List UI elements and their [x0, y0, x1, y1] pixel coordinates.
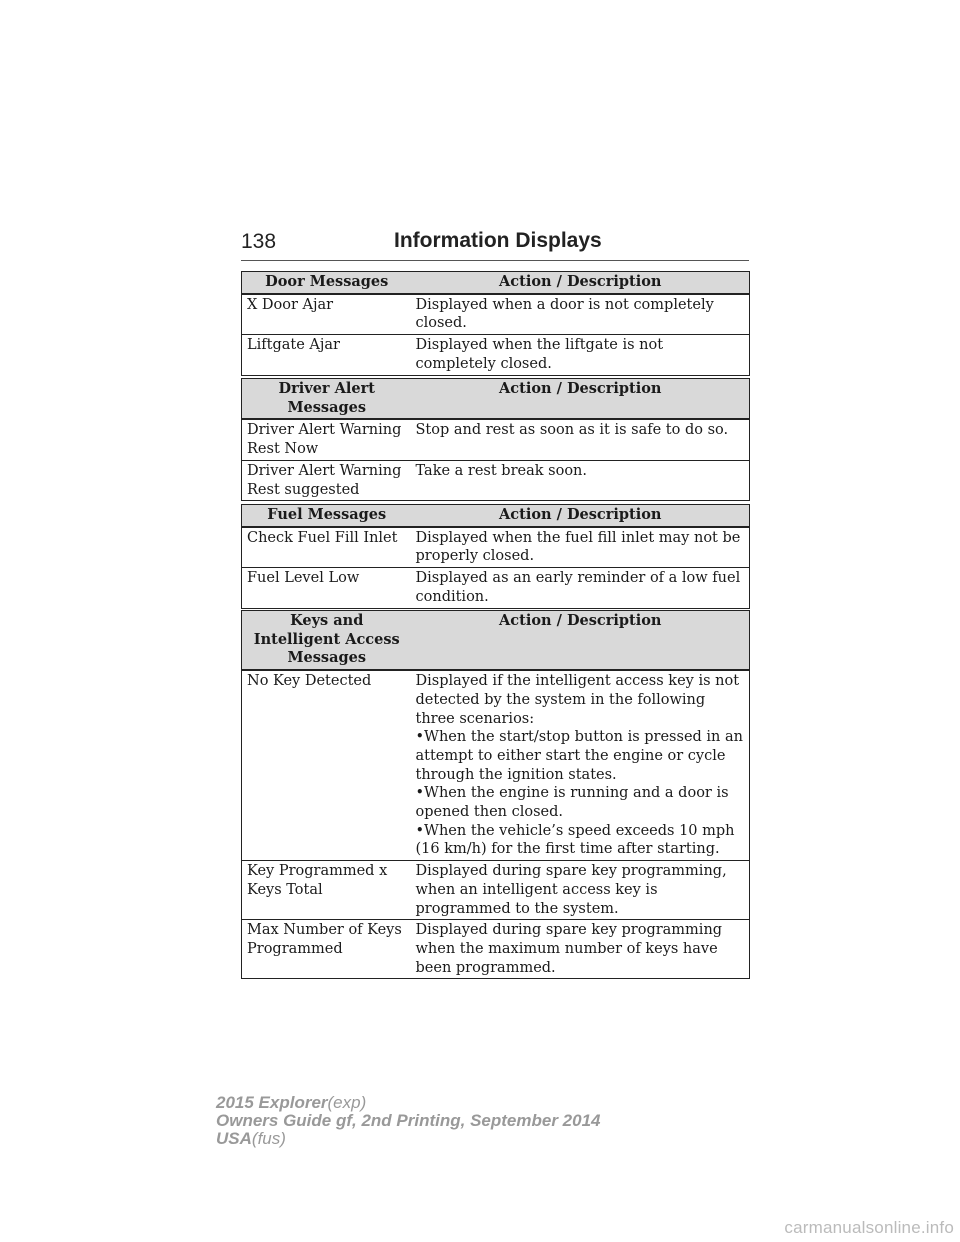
footer-market-line: [216, 1130, 600, 1148]
message-name: Driver Alert Warning Rest Now: [242, 419, 412, 460]
table-row: [242, 920, 750, 979]
table-header-row: [242, 379, 750, 420]
message-name: Key Programmed x Keys Total: [242, 861, 412, 920]
message-name: Max Number of Keys Programmed: [242, 920, 412, 979]
footer-market: USA: [216, 1129, 252, 1148]
description-line: •When the start/stop button is pressed in an attempt to either start the engine or cycle through the ignition states.: [415, 729, 743, 783]
message-description: [412, 460, 750, 500]
table-header-row: [242, 611, 750, 671]
message-description: [412, 568, 750, 608]
message-name: Check Fuel Fill Inlet: [242, 527, 412, 568]
description-line: Displayed during spare key programming when the maximum number of keys have been programmed.: [415, 922, 723, 976]
message-table: [241, 504, 750, 609]
message-description: [412, 920, 750, 979]
column-header-message: Door Messages: [242, 272, 412, 294]
message-description: [412, 670, 750, 861]
message-name: Driver Alert Warning Rest suggested: [242, 460, 412, 500]
section-title: Information Displays: [394, 229, 602, 252]
column-header-description: Action / Description: [412, 272, 750, 294]
column-header-message: Driver Alert Messages: [242, 379, 412, 420]
description-line: Displayed during spare key programming, when an intelligent access key is programmed to the system.: [415, 863, 727, 917]
description-line: Displayed when the fuel fill inlet may not be properly closed.: [415, 529, 741, 565]
message-table: [241, 271, 750, 376]
description-line: Displayed when the liftgate is not completely closed.: [415, 337, 664, 372]
page-header: [241, 228, 749, 261]
page-number: 138: [241, 230, 277, 253]
description-line: Displayed if the intelligent access key is not detected by the system in the following three scenarios:: [415, 673, 740, 727]
table-header-row: [242, 505, 750, 527]
message-name: Fuel Level Low: [242, 568, 412, 608]
description-line: Displayed when a door is not completely closed.: [415, 296, 714, 332]
document-footer: [216, 1094, 600, 1148]
column-header-message: Fuel Messages: [242, 505, 412, 527]
description-line: •When the engine is running and a door is opened then closed.: [415, 785, 729, 821]
table-row: [242, 861, 750, 920]
table-row: [242, 460, 750, 500]
table-row: [242, 527, 750, 568]
footer-guide-line: Owners Guide gf, 2nd Printing, September 2014: [216, 1111, 601, 1130]
footer-market-code: (fus): [251, 1129, 286, 1148]
table-row: [242, 294, 750, 335]
column-header-message: Keys and Intelligent Access Messages: [242, 611, 412, 671]
message-description: [412, 527, 750, 568]
message-description: [412, 335, 750, 375]
description-line: Take a rest break soon.: [415, 462, 587, 479]
message-name: No Key Detected: [242, 670, 412, 861]
message-description: [412, 419, 750, 460]
description-line: Stop and rest as soon as it is safe to do so.: [415, 422, 729, 439]
table-row: [242, 568, 750, 608]
message-description: [412, 861, 750, 920]
message-name: Liftgate Ajar: [242, 335, 412, 375]
column-header-description: Action / Description: [412, 611, 750, 671]
column-header-description: Action / Description: [412, 505, 750, 527]
table-row: [242, 670, 750, 861]
description-line: Displayed as an early reminder of a low fuel condition.: [415, 570, 741, 605]
description-line: •When the vehicle’s speed exceeds 10 mph (16 km/h) for the first time after starting.: [415, 822, 735, 858]
footer-model: 2015 Explorer: [216, 1093, 328, 1112]
message-table: [241, 610, 750, 979]
table-row: [242, 335, 750, 375]
table-header-row: [242, 272, 750, 294]
message-name: X Door Ajar: [242, 294, 412, 335]
table-row: [242, 419, 750, 460]
watermark: carmanualsonline.info: [784, 1218, 954, 1237]
column-header-description: Action / Description: [412, 379, 750, 420]
message-table: [241, 378, 750, 501]
footer-model-code: (exp): [327, 1093, 367, 1112]
footer-model-line: [216, 1094, 600, 1112]
message-description: [412, 294, 750, 335]
